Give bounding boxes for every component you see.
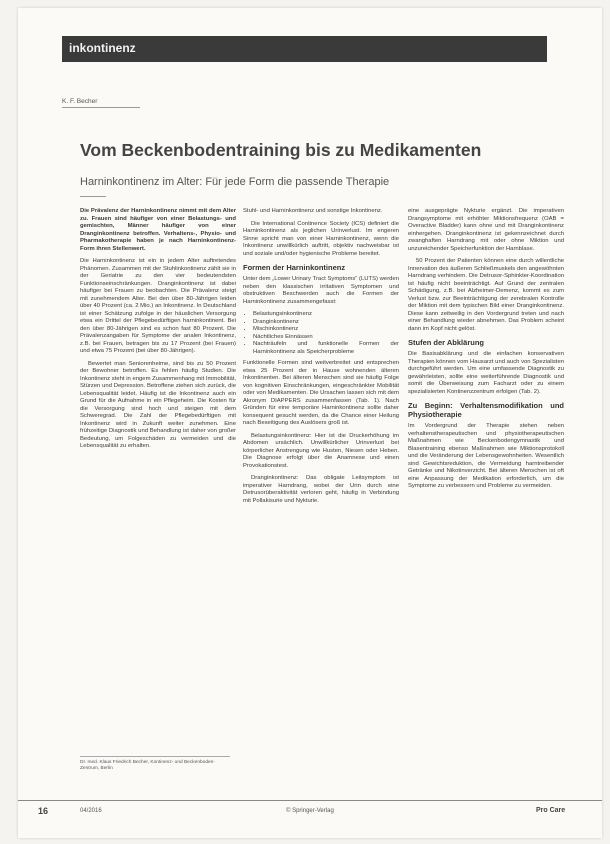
section-label: inkontinenz <box>69 41 136 55</box>
body-paragraph: Funktionelle Formen sind weitverbreitet und entsprechen etwa 25 Prozent der in Hause wohnenden älteren Inkontinenten. Bei älteren Menschen sind sie häufig Folge von kognitiven Einschränkungen, eingeschränkter Mobilität oder von Medikamenten. Die Ursachen lassen sich mit dem Akronym DIAPPERS zusammenfassen (Tab. 1). Nach Gründen für eine temporäre Harninkontinenz sollte daher konsequent gesucht werden, da die Chance einer Heilung nach Beseitigung des Auslösers groß ist. <box>243 360 399 426</box>
article-title: Vom Beckenbodentraining bis zu Medikamenten <box>80 140 482 160</box>
body-paragraph: eine ausgeprägte Nykturie ergänzt. Die imperativen Drangsymptome mit erhöhter Miktionsfrequenz (OAB = Overactive Bladder) kann ohne und mit Dranginkontinenz einhergehen. Dranginkontinenz ist gekennzeichnet durch zwanghaften Harndrang mit oder ohne Miktion und unzureichender Speicherfunktion der Harnblase. <box>408 208 564 252</box>
list-item: • Belastungsinkontinenz <box>253 311 399 319</box>
body-paragraph: Bewertet man Seniorenheime, sind bis zu 50 Prozent der Bewohner betroffen. Es fehlen häufig Studien. Die Inkontinenz steht in engem Zusammenhang mit Immobilität, Stürzen und Depression. Betroffene ziehen sich zurück, die Lebensqualität leidet. Häufig ist die Inkontinenz auch ein Grund für die Aufnahme in ein Pflegeheim. Die Kosten für die Versorgung sind hoch und steigen mit dem Schweregrad. Die Zahl der Pflegebedürftigen mit Inkontinenz wird in Zukunft weiter zunehmen. Eine frühzeitige Diagnostik und Behandlung ist daher von großer Bedeutung, um Folgeschäden zu vermeiden und die Lebensqualität zu erhalten. <box>80 360 236 449</box>
issue-label: 04/2016 <box>80 808 102 814</box>
author-divider <box>62 107 140 108</box>
section-heading: Stufen der Abklärung <box>408 338 484 347</box>
page-number: 16 <box>38 806 49 816</box>
author-line: K. F. Becher <box>62 98 98 105</box>
list-item: • Dranginkontinenz <box>253 319 399 327</box>
list-item: • Nachträufeln und funktionelle Formen der Harninkontinenz als Speicherprobleme <box>253 341 399 356</box>
body-paragraph: Die Basisabklärung und die einfachen konservativen Therapien können vom Hausarzt und auch von Spezialisten durchgeführt werden. Um eine umfassende Diagnostik zu gewährleisten, sollte eine weiterführende Diagnostik und somit die Überweisung zum Facharzt oder zu einem spezialisierten Kontinenzzentrum erfolgen (Tab. 2). <box>408 351 564 395</box>
text-column-2 <box>243 208 399 510</box>
author-footnote: Dr. med. Klaus Friedrich Becher, Kontinenz- und Beckenboden-Zentrum, Berlin <box>80 756 230 772</box>
list-item: • Mischinkontinenz <box>253 326 399 334</box>
body-paragraph: Die Harninkontinenz ist ein in jedem Alter auftretendes Phänomen. Zusammen mit der Stuhlinkontinenz zählt sie in der Geriatrie zu den vier bedeutendsten Funktionseinschränkungen. Dranginkontinenz ist dabei häufiger bei Frauen zu beobachten. Die Prävalenz steigt mit zunehmendem Alter. Bei den über 80-Jährigen leiden über 40 Prozent (ca. 2 Mio.) an Inkontinenz. In Deutschland ist einer Schätzung zufolge in der häuslichen Versorgung etwa ein Drittel der Pflegebedürftigen harninkontinent. Bei den über 80-Jährigen sind es schon fast 80 Prozent. Die Prävalenzangaben für Symptome der analen Inkontinenz, z.B. bei Frauen, betragen bis zu 17 Prozent (bei Frauen) und etwa 75 Prozent (bei über 80-Jährigen). <box>80 258 236 354</box>
section-heading: Zu Beginn: Verhaltensmodifikation und Physiotherapie <box>408 401 564 419</box>
publisher-label: © Springer-Verlag <box>286 808 334 814</box>
article-subtitle: Harninkontinenz im Alter: Für jede Form die passende Therapie <box>80 176 390 188</box>
subtitle-divider <box>80 196 106 197</box>
body-paragraph: Unter dem „Lower Urinary Tract Symptoms“ (LUTS) werden neben den klassischen irritativen Symptomen und obstruktiven Beschwerden auch die Formen der Harninkontinenz zusammengefasst: <box>243 276 399 305</box>
body-paragraph: Stuhl- und Harninkontinenz und sonstige Inkontinenz. <box>243 208 383 214</box>
text-column-3 <box>408 208 564 496</box>
journal-name: Pro Care <box>536 807 566 814</box>
body-paragraph: Belastungsinkontinenz: Hier ist die Druckerhöhung im Abdomen ursächlich. Unwillkürlicher Urinverlust bei körperlicher Anstrengung wie Husten, Niesen oder Heben. Die Diagnose erfolgt über die Anamnese und einen Provokationstest. <box>243 432 399 469</box>
body-paragraph: Die International Continence Society (ICS) definiert die Harninkontinenz als jeglichen Urinverlust. Im engeren Sinne spricht man von einer Harninkontinenz, wenn die Inkontinenz unwillkürlich auftritt, objektiv nachweisbar ist und soziale und/oder hygienische Probleme bereitet. <box>243 220 399 257</box>
section-heading: Formen der Harninkontinenz <box>243 263 346 272</box>
bullet-list <box>243 311 399 356</box>
body-paragraph: Dranginkontinenz: Das obligate Leitsymptom ist imperativer Harndrang, wobei der Urin durch eine Detrusorüberaktivität verloren geht, häufig in Verbindung mit Pollakisurie und Nykturie. <box>243 475 399 504</box>
footer-divider <box>18 800 602 801</box>
lead-paragraph: Die Prävalenz der Harninkontinenz nimmt mit dem Alter zu. Frauen sind häufiger von einer Belastungs- und gemischten, Männer häufiger von einer Dranginkontinenz betroffen. Verhaltens-, Physio- und Pharmakotherapie haben je nach Harninkontinenz-Form ihren Stellenwert. <box>80 208 236 252</box>
list-item: • Nächtliches Einnässen <box>253 334 399 342</box>
body-paragraph: 50 Prozent der Patienten können eine durch willentliche Innervation des äußeren Schließmuskels den angewöhnten Harndrang verhindern. Die Detrusor-Sphinkter-Koordination ist häufig nicht beeinträchtigt. Auf Grund der zentralen Schädigung, z.B. bei Alzheimer-Demenz, kommt es zum Verlust bzw. zur Beeinträchtigung der zerebralen Kontrolle der Miktion mit dem typischen Bild einer Dranginkontinenz. Diese kann zeitweilig in den Vordergrund treten und nach einer Behandlung wieder abnehmen. Das Problem scheint dann im Kopf nicht gelöst. <box>408 258 564 332</box>
section-header-bar <box>62 36 547 62</box>
text-column-1 <box>80 208 236 456</box>
body-paragraph: Im Vordergrund der Therapie stehen neben verhaltenstherapeutischen und physiotherapeutischen Maßnahmen wie Beckenbodengymnastik und Blasentraining ebenso Maßnahmen wie Miktionsprotokoll und die Veränderung der Lebensgewohnheiten. Wesentlich sind Gewichtsreduktion, die Vermeidung harntreibender Getränke und Nikotinverzicht. Bei älteren Menschen ist oft eine Anpassung der Medikation erforderlich, um die Symptome zu verbessern und Probleme zu vermeiden. <box>408 423 564 489</box>
